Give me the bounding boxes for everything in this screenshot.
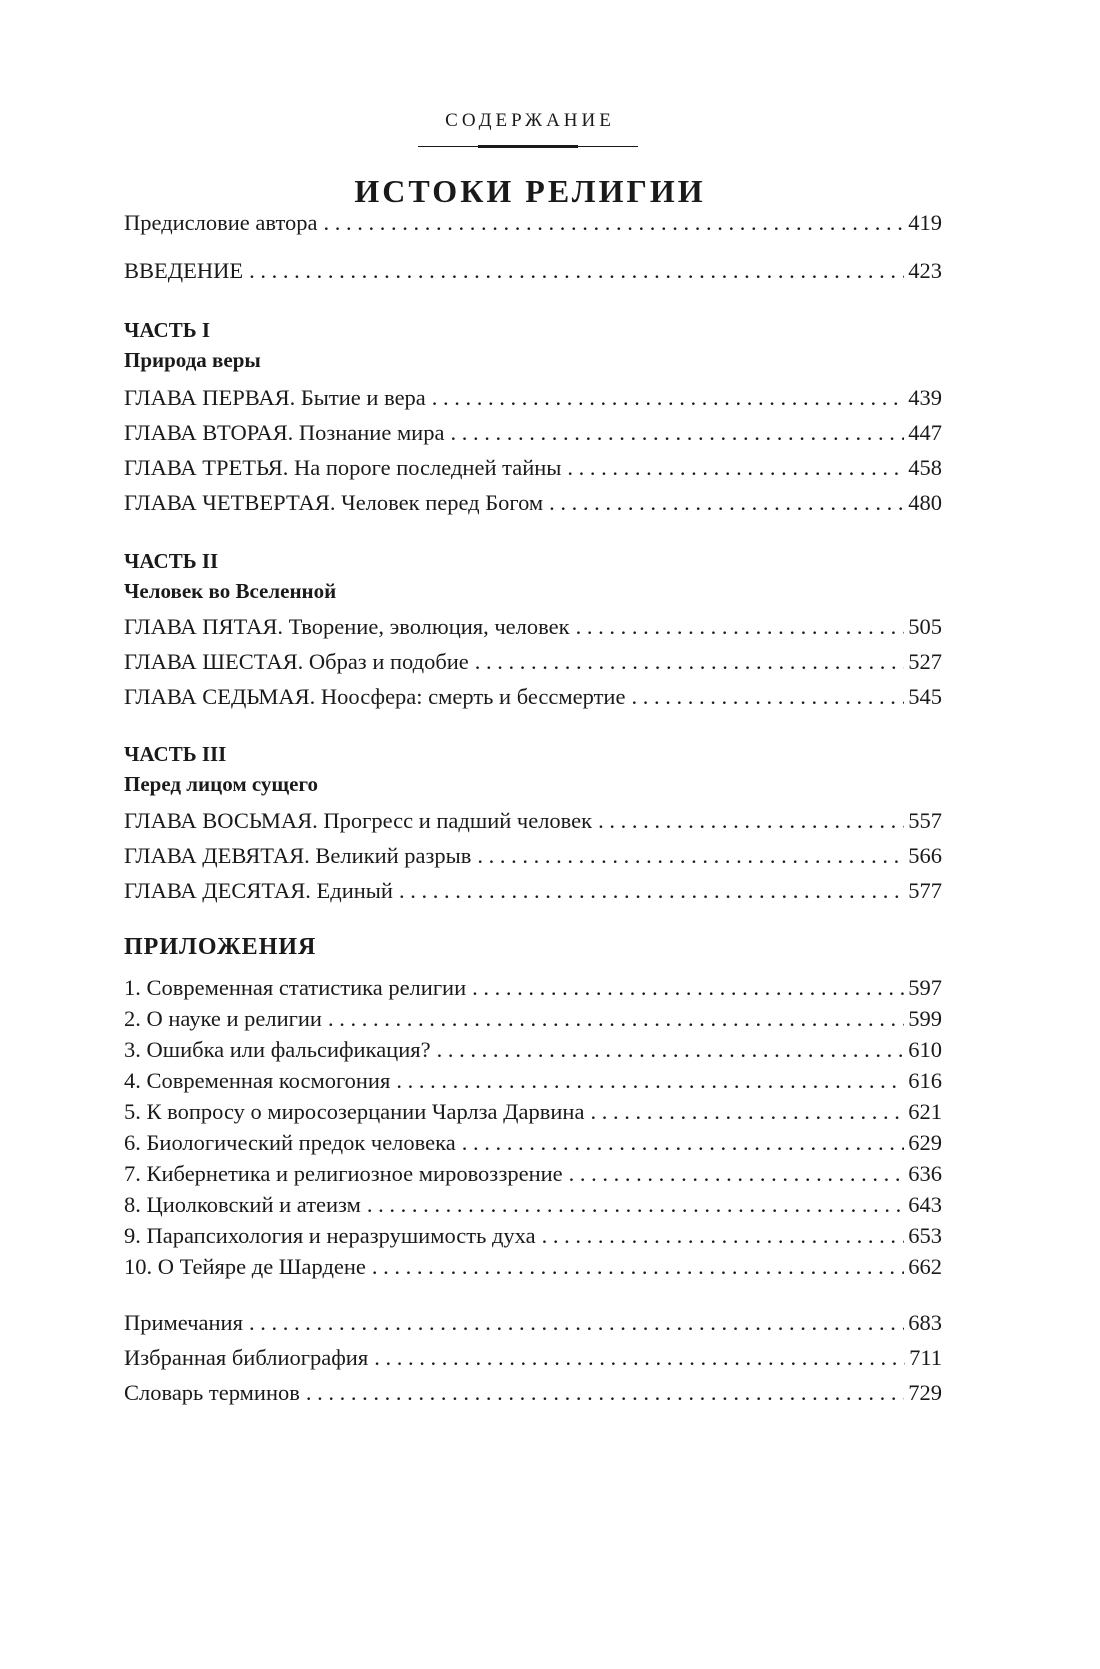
dot-leader bbox=[450, 420, 904, 446]
dot-leader bbox=[631, 684, 904, 710]
dot-leader bbox=[549, 490, 904, 516]
toc-entry-chapter-4[interactable] bbox=[124, 490, 942, 516]
entry-title: 6. Биологический предок человека bbox=[124, 1130, 456, 1155]
entry-title: ГЛАВА СЕДЬМАЯ. Ноосфера: смерть и бессмертие bbox=[124, 684, 626, 709]
part-1-label: ЧАСТЬ I bbox=[124, 318, 211, 342]
entry-page: 557 bbox=[908, 808, 942, 833]
toc-entry-appendix-4[interactable] bbox=[124, 1068, 942, 1094]
entry-title: 10. О Тейяре де Шардене bbox=[124, 1254, 366, 1279]
toc-entry-chapter-1[interactable] bbox=[124, 385, 942, 411]
toc-entry-appendix-9[interactable] bbox=[124, 1223, 942, 1249]
entry-title: ГЛАВА ШЕСТАЯ. Образ и подобие bbox=[124, 649, 469, 674]
dot-leader bbox=[542, 1223, 905, 1249]
dot-leader bbox=[372, 1254, 904, 1280]
toc-entry-appendix-8[interactable] bbox=[124, 1192, 942, 1218]
part-1-subtitle: Природа веры bbox=[124, 348, 261, 372]
entry-page: 636 bbox=[908, 1161, 942, 1186]
entry-page: 577 bbox=[908, 878, 942, 903]
toc-entry-chapter-10[interactable] bbox=[124, 878, 942, 904]
entry-page: 566 bbox=[908, 843, 942, 868]
dot-leader bbox=[462, 1130, 905, 1156]
toc-entry-appendix-3[interactable] bbox=[124, 1037, 942, 1063]
toc-label: СОДЕРЖАНИЕ bbox=[445, 110, 615, 131]
part-2-subtitle: Человек во Вселенной bbox=[124, 579, 337, 603]
toc-entry-chapter-2[interactable] bbox=[124, 420, 942, 446]
dot-leader bbox=[396, 1068, 904, 1094]
toc-entry-chapter-7[interactable] bbox=[124, 684, 942, 710]
dot-leader bbox=[374, 1345, 905, 1371]
entry-title: ГЛАВА ВОСЬМАЯ. Прогресс и падший человек bbox=[124, 808, 593, 833]
toc-entry-preface[interactable] bbox=[124, 210, 942, 236]
entry-title: ГЛАВА ТРЕТЬЯ. На пороге последней тайны bbox=[124, 455, 562, 480]
entry-page: 505 bbox=[908, 614, 942, 639]
dot-leader bbox=[249, 1310, 904, 1336]
appendices-heading: ПРИЛОЖЕНИЯ bbox=[124, 934, 317, 960]
entry-page: 527 bbox=[908, 649, 942, 674]
entry-page: 423 bbox=[908, 258, 942, 283]
entry-title: 8. Циолковский и атеизм bbox=[124, 1192, 361, 1217]
entry-page: 616 bbox=[908, 1068, 942, 1093]
header-rule-accent bbox=[478, 145, 578, 148]
toc-entry-appendix-5[interactable] bbox=[124, 1099, 942, 1125]
toc-entry-bibliography[interactable] bbox=[124, 1345, 942, 1371]
toc-entry-notes[interactable] bbox=[124, 1310, 942, 1336]
book-title: ИСТОКИ РЕЛИГИИ bbox=[354, 173, 706, 209]
dot-leader bbox=[477, 843, 904, 869]
entry-title: ВВЕДЕНИЕ bbox=[124, 258, 244, 283]
entry-title: Словарь терминов bbox=[124, 1380, 300, 1405]
entry-title: Примечания bbox=[124, 1310, 243, 1335]
entry-title: ГЛАВА ВТОРАЯ. Познание мира bbox=[124, 420, 445, 445]
entry-title: ГЛАВА ДЕСЯТАЯ. Единый bbox=[124, 878, 393, 903]
entry-page: 629 bbox=[908, 1130, 942, 1155]
toc-entry-chapter-3[interactable] bbox=[124, 455, 942, 481]
entry-page: 662 bbox=[908, 1254, 942, 1279]
dot-leader bbox=[472, 975, 904, 1001]
toc-entry-appendix-10[interactable] bbox=[124, 1254, 942, 1280]
toc-entry-appendix-2[interactable] bbox=[124, 1006, 942, 1032]
entry-page: 480 bbox=[908, 490, 942, 515]
part-3-subtitle: Перед лицом сущего bbox=[124, 772, 318, 796]
entry-title: ГЛАВА ПЯТАЯ. Творение, эволюция, человек bbox=[124, 614, 570, 639]
entry-page: 683 bbox=[908, 1310, 942, 1335]
entry-title: 4. Современная космогония bbox=[124, 1068, 391, 1093]
toc-entry-appendix-6[interactable] bbox=[124, 1130, 942, 1156]
dot-leader bbox=[432, 385, 904, 411]
entry-title: Избранная библиография bbox=[124, 1345, 369, 1370]
dot-leader bbox=[590, 1099, 904, 1125]
dot-leader bbox=[437, 1037, 905, 1063]
entry-page: 621 bbox=[908, 1099, 942, 1124]
entry-page: 599 bbox=[908, 1006, 942, 1031]
toc-entry-glossary[interactable] bbox=[124, 1380, 942, 1406]
entry-title: 2. О науке и религии bbox=[124, 1006, 322, 1031]
dot-leader bbox=[367, 1192, 904, 1218]
entry-page: 419 bbox=[908, 210, 942, 235]
entry-page: 711 bbox=[909, 1345, 942, 1370]
entry-title: 3. Ошибка или фальсификация? bbox=[124, 1037, 431, 1062]
entry-page: 447 bbox=[908, 420, 942, 445]
entry-page: 597 bbox=[908, 975, 942, 1000]
entry-page: 653 bbox=[908, 1223, 942, 1248]
entry-page: 545 bbox=[908, 684, 942, 709]
entry-title: ГЛАВА ПЕРВАЯ. Бытие и вера bbox=[124, 385, 426, 410]
dot-leader bbox=[598, 808, 904, 834]
dot-leader bbox=[306, 1380, 904, 1406]
entry-page: 458 bbox=[908, 455, 942, 480]
entry-title: ГЛАВА ЧЕТВЕРТАЯ. Человек перед Богом bbox=[124, 490, 544, 515]
toc-entry-introduction[interactable] bbox=[124, 258, 942, 284]
entry-page: 643 bbox=[908, 1192, 942, 1217]
dot-leader bbox=[576, 614, 905, 640]
entry-page: 610 bbox=[908, 1037, 942, 1062]
dot-leader bbox=[328, 1006, 904, 1032]
entry-page: 439 bbox=[908, 385, 942, 410]
dot-leader bbox=[567, 455, 904, 481]
toc-entry-appendix-1[interactable] bbox=[124, 975, 942, 1001]
entry-page: 729 bbox=[908, 1380, 942, 1405]
dot-leader bbox=[475, 649, 904, 675]
dot-leader bbox=[324, 210, 905, 236]
toc-entry-chapter-8[interactable] bbox=[124, 808, 942, 834]
entry-title: ГЛАВА ДЕВЯТАЯ. Великий разрыв bbox=[124, 843, 472, 868]
entry-title: 5. К вопросу о миросозерцании Чарлза Дарвина bbox=[124, 1099, 585, 1124]
entry-title: 1. Современная статистика религии bbox=[124, 975, 467, 1000]
dot-leader bbox=[249, 258, 904, 284]
toc-entry-chapter-9[interactable] bbox=[124, 843, 942, 869]
toc-entry-appendix-7[interactable] bbox=[124, 1161, 942, 1187]
dot-leader bbox=[399, 878, 904, 904]
entry-title: 7. Кибернетика и религиозное мировоззрение bbox=[124, 1161, 563, 1186]
part-3-label: ЧАСТЬ III bbox=[124, 742, 227, 766]
entry-title: Предисловие автора bbox=[124, 210, 318, 235]
toc-entry-chapter-6[interactable] bbox=[124, 649, 942, 675]
toc-entry-chapter-5[interactable] bbox=[124, 614, 942, 640]
part-2-label: ЧАСТЬ II bbox=[124, 549, 219, 573]
dot-leader bbox=[569, 1161, 905, 1187]
entry-title: 9. Парапсихология и неразрушимость духа bbox=[124, 1223, 536, 1248]
